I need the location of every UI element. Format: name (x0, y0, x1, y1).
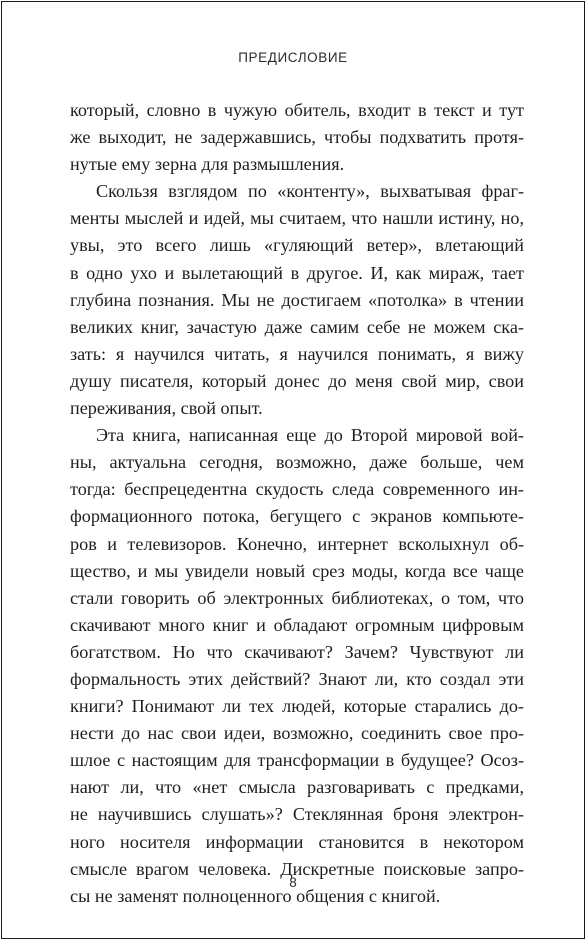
text-line: ного носителя информации становится в некотором (70, 831, 524, 852)
paragraph (70, 178, 524, 422)
text-line: не научившись слушать»? Стеклянная броня электрон- (70, 804, 524, 825)
text-line: сы не заменят полноценного общения с книгой. (70, 885, 441, 906)
text-line: Эта книга, написанная еще до Второй мировой вой- (96, 425, 524, 446)
text-line: ны, актуальна сегодня, возможно, даже больше, чем (70, 452, 524, 473)
text-line: переживания, свой опыт. (70, 398, 263, 419)
text-line: Скользя взглядом по «контенту», выхватывая фраг- (96, 181, 524, 202)
text-line: формальность этих действий? Знают ли, кто создал эти (70, 668, 524, 689)
text-line: стали говорить об электронных библиотеках, о том, что (70, 587, 524, 608)
paragraph (70, 422, 524, 910)
text-line: нести до нас свои идеи, возможно, соединить свое про- (70, 723, 524, 744)
text-line: же выходит, не задержавшись, чтобы подхватить протя- (70, 127, 524, 148)
text-line: в одно ухо и вылетающий в другое. И, как мираж, тает (70, 262, 524, 283)
text-line: великих книг, зачастую даже самим себе не можем ска- (70, 316, 524, 337)
text-line: менты мыслей и идей, мы считаем, что нашли истину, но, (70, 208, 524, 229)
body-text (70, 97, 524, 910)
running-header: ПРЕДИСЛОВИЕ (238, 50, 348, 65)
text-line: нутые ему зерна для размышления. (70, 154, 345, 175)
paragraph (70, 97, 524, 178)
text-line: ров и телевизоров. Конечно, интернет всколыхнул об- (70, 533, 524, 554)
page-number: 8 (289, 875, 297, 890)
text-line: щество, и мы увидели новый срез моды, когда все чаще (70, 560, 524, 581)
text-line: зать: я научился читать, я научился понимать, я вижу (70, 343, 524, 364)
text-line: богатством. Но что скачивают? Зачем? Чувствуют ли (70, 641, 524, 662)
text-line: тогда: беспрецедентна скудость следа современного ин- (70, 479, 524, 500)
text-line: скачивают много книг и обладают огромным цифровым (70, 614, 524, 635)
text-line: формационного потока, бегущего с экранов компьюте- (70, 506, 524, 527)
page-frame (1, 1, 585, 939)
text-line: увы, это всего лишь «гуляющий ветер», влетающий (70, 235, 524, 256)
text-line: книги? Понимают ли тех людей, которые старались до- (70, 696, 524, 717)
text-line: душу писателя, который донес до меня свой мир, свои (70, 370, 524, 391)
text-line: глубина познания. Мы не достигаем «потолка» в чтении (70, 289, 524, 310)
text-line: нают ли, что «нет смысла разговаривать с предками, (70, 777, 524, 798)
text-line: смысле врагом человека. Дискретные поисковые запро- (70, 858, 524, 879)
text-line: шлое с настоящим для трансформации в будущее? Осоз- (70, 750, 524, 771)
text-line: который, словно в чужую обитель, входит в текст и тут (70, 100, 524, 120)
